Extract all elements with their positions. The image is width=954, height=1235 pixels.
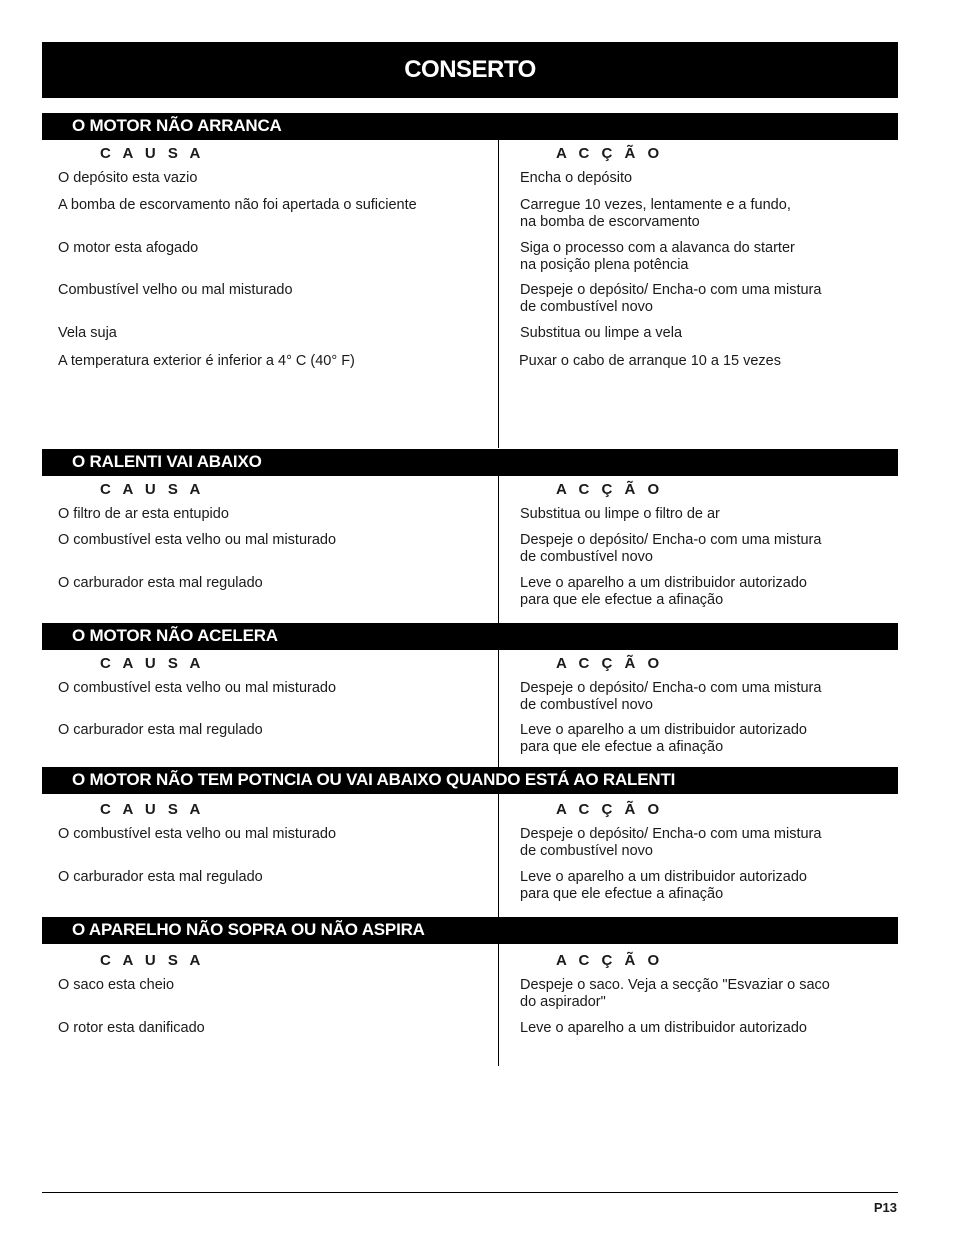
- action-cell: [520, 680, 821, 714]
- action-cell: [520, 826, 821, 860]
- action-cell: [519, 353, 781, 370]
- action-cell: [520, 506, 720, 523]
- section-heading: O RALENTI VAI ABAIXO: [72, 452, 262, 471]
- action-cell: [520, 575, 807, 609]
- page-title: CONSERTO: [404, 56, 536, 83]
- cause-cell: O saco esta cheio: [58, 977, 175, 993]
- cause-column-header: C A U S A: [100, 801, 205, 818]
- action-line: do aspirador": [520, 994, 606, 1010]
- section-header-engine-wont-accelerate: [42, 623, 898, 650]
- cause-cell: Vela suja: [58, 325, 117, 341]
- page-number: P13: [873, 1200, 897, 1215]
- cause-cell: Combustível velho ou mal misturado: [58, 282, 293, 298]
- action-line: para que ele efectue a afinação: [520, 592, 724, 608]
- cause-cell: O motor esta afogado: [58, 240, 199, 256]
- cause-column-header: C A U S A: [100, 145, 205, 162]
- footer-divider: [42, 1192, 898, 1193]
- action-line: para que ele efectue a afinação: [520, 886, 724, 902]
- action-line: Puxar o cabo de arranque 10 a 15 vezes: [519, 353, 781, 369]
- action-cell: [520, 197, 791, 231]
- section-header-no-power: [42, 767, 898, 794]
- action-column-header: A C Ç Ã O: [556, 655, 664, 672]
- column-divider: [498, 650, 499, 767]
- action-line: Encha o depósito: [520, 170, 633, 186]
- action-line: de combustível novo: [520, 299, 653, 315]
- cause-cell: A temperatura exterior é inferior a 4° C (40° F): [58, 353, 355, 369]
- action-line: Despeje o depósito/ Encha-o com uma mistura: [520, 532, 822, 548]
- action-line: Leve o aparelho a um distribuidor autorizado: [520, 869, 807, 885]
- action-line: Leve o aparelho a um distribuidor autorizado: [520, 575, 807, 591]
- action-line: na posição plena potência: [520, 257, 689, 273]
- cause-column-header: C A U S A: [100, 481, 205, 498]
- action-cell: [520, 869, 807, 903]
- action-cell: [520, 532, 821, 566]
- action-cell: [520, 240, 795, 274]
- cause-cell: O carburador esta mal regulado: [58, 722, 263, 738]
- action-column-header: A C Ç Ã O: [556, 801, 664, 818]
- action-line: Leve o aparelho a um distribuidor autorizado: [520, 1020, 807, 1036]
- action-line: de combustível novo: [520, 697, 653, 713]
- action-line: Leve o aparelho a um distribuidor autorizado: [520, 722, 807, 738]
- section-heading: O MOTOR NÃO ARRANCA: [72, 116, 282, 135]
- action-cell: [520, 282, 821, 316]
- cause-cell: A bomba de escorvamento não foi apertada o suficiente: [58, 197, 417, 213]
- action-line: Siga o processo com a alavanca do starter: [520, 240, 795, 256]
- page-title-bar: [42, 42, 898, 98]
- action-line: Despeje o depósito/ Encha-o com uma mistura: [520, 282, 822, 298]
- action-cell: [520, 325, 682, 342]
- action-line: Substitua ou limpe o filtro de ar: [520, 506, 720, 522]
- cause-cell: O combustível esta velho ou mal misturado: [58, 532, 337, 548]
- section-header-no-blow-no-vacuum: [42, 917, 898, 944]
- cause-column-header: C A U S A: [100, 952, 205, 969]
- column-divider: [498, 140, 499, 448]
- cause-cell: O filtro de ar esta entupido: [58, 506, 229, 522]
- action-line: Substitua ou limpe a vela: [520, 325, 683, 341]
- action-line: de combustível novo: [520, 549, 653, 565]
- action-cell: [520, 722, 807, 756]
- action-line: Despeje o saco. Veja a secção "Esvaziar o saco: [520, 977, 830, 993]
- cause-cell: O depósito esta vazio: [58, 170, 198, 186]
- action-column-header: A C Ç Ã O: [556, 952, 664, 969]
- action-line: de combustível novo: [520, 843, 653, 859]
- action-column-header: A C Ç Ã O: [556, 481, 664, 498]
- column-divider: [498, 476, 499, 623]
- cause-cell: O rotor esta danificado: [58, 1020, 205, 1036]
- cause-cell: O combustível esta velho ou mal misturado: [58, 680, 337, 696]
- section-heading: O MOTOR NÃO TEM POTNCIA OU VAI ABAIXO QUANDO ESTÁ AO RALENTI: [72, 770, 676, 789]
- action-cell: [520, 1020, 807, 1037]
- cause-cell: O combustível esta velho ou mal misturado: [58, 826, 337, 842]
- action-line: para que ele efectue a afinação: [520, 739, 724, 755]
- section-heading: O APARELHO NÃO SOPRA OU NÃO ASPIRA: [72, 920, 425, 939]
- cause-cell: O carburador esta mal regulado: [58, 575, 263, 591]
- section-heading: O MOTOR NÃO ACELERA: [72, 626, 278, 645]
- action-column-header: A C Ç Ã O: [556, 145, 664, 162]
- cause-column-header: C A U S A: [100, 655, 205, 672]
- section-header-engine-wont-start: [42, 113, 898, 140]
- section-header-idle-drops: [42, 449, 898, 476]
- action-line: Carregue 10 vezes, lentamente e a fundo,: [520, 197, 791, 213]
- action-line: na bomba de escorvamento: [520, 214, 700, 230]
- action-cell: [520, 170, 632, 187]
- action-cell: [520, 977, 830, 1011]
- action-line: Despeje o depósito/ Encha-o com uma mistura: [520, 680, 822, 696]
- column-divider: [498, 944, 499, 1066]
- column-divider: [498, 794, 499, 917]
- cause-cell: O carburador esta mal regulado: [58, 869, 263, 885]
- action-line: Despeje o depósito/ Encha-o com uma mistura: [520, 826, 822, 842]
